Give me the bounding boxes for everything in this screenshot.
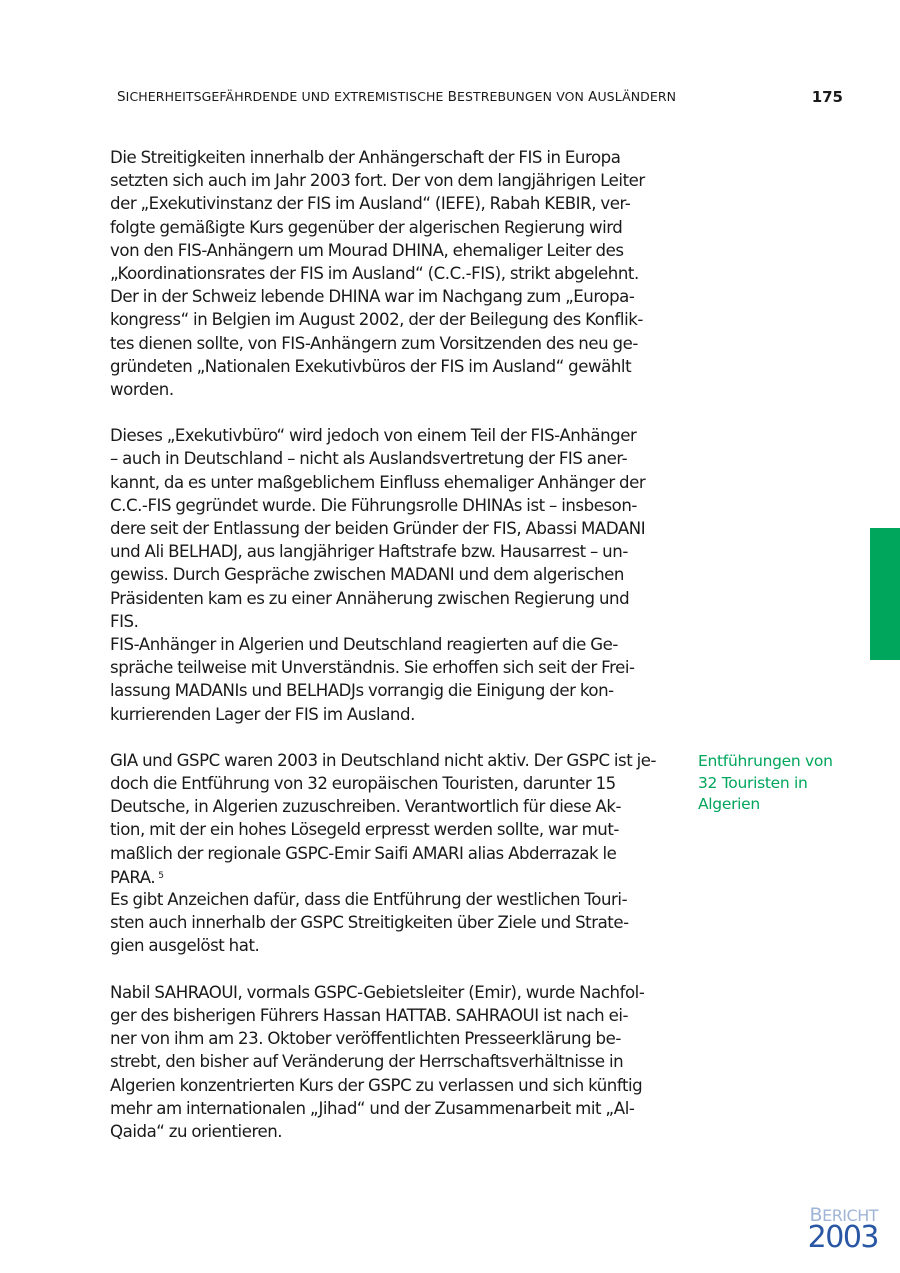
paragraph-exekutivbuero: [110, 424, 670, 725]
text-line-content: PARA.: [110, 867, 156, 887]
text-line: FIS.: [110, 611, 139, 631]
text-line: FIS-Anhänger in Algerien und Deutschland reagierten auf die Ge-: [110, 634, 618, 654]
text-line: Es gibt Anzeichen dafür, dass die Entführung der westlichen Touri-: [110, 890, 628, 909]
text-line: „Koordinationsrates der FIS im Ausland“ (C.C.-FIS), strikt abgelehnt.: [110, 263, 639, 283]
header-rest-2: ESTREBUNGEN VON: [456, 89, 589, 104]
header-rest-1: ICHERHEITSGEFÄHRDENDE UND EXTREMISTISCHE: [125, 89, 448, 104]
text-line: tion, mit der ein hohes Lösegeld erpresst werden sollte, war mut-: [110, 820, 619, 840]
running-header: [117, 89, 676, 105]
text-line: Qaida“ zu orientieren.: [110, 1121, 283, 1141]
text-line: tes dienen sollte, von FIS-Anhängern zum Vorsitzenden des neu ge-: [110, 333, 638, 353]
text-line: ger des bisherigen Führers Hassan HATTAB. SAHRAOUI ist nach ei-: [110, 1005, 629, 1025]
text-line: strebt, den bisher auf Veränderung der Herrschaftsverhältnisse in: [110, 1052, 624, 1072]
text-line: mehr am internationalen „Jihad“ und der Zusammenarbeit mit „Al-: [110, 1098, 635, 1118]
text-line: lassung MADANIs und BELHADJs vorrangig die Einigung der kon-: [110, 681, 614, 701]
header-cap-2: B: [447, 89, 457, 105]
text-line: sten auch innerhalb der GSPC Streitigkeiten über Ziele und Strate-: [110, 913, 629, 933]
text-line: kurrierenden Lager der FIS im Ausland.: [110, 704, 415, 724]
text-line: dere seit der Entlassung der beiden Gründer der FIS, Abassi MADANI: [110, 519, 646, 538]
logo-word-rest: ERICHT: [822, 1206, 878, 1225]
text-line: gien ausgelöst hat.: [110, 936, 260, 956]
text-line: setzten sich auch im Jahr 2003 fort. Der von dem langjährigen Leiter: [110, 171, 645, 191]
logo-word-cap: B: [809, 1204, 823, 1226]
text-line: Die Streitigkeiten innerhalb der Anhängerschaft der FIS in Europa: [110, 148, 621, 167]
paragraph-gap: [110, 726, 670, 749]
text-line: – auch in Deutschland – nicht als Auslandsvertretung der FIS aner-: [110, 449, 628, 469]
text-line: gewiss. Durch Gespräche zwischen MADANI und dem algerischen: [110, 565, 624, 585]
header-rest-3: USLÄNDERN: [597, 89, 677, 104]
text-line: GIA und GSPC waren 2003 in Deutschland nicht aktiv. Der GSPC ist je-: [110, 750, 657, 770]
text-line: Nabil SAHRAOUI, vormals GSPC-Gebietsleiter (Emir), wurde Nachfol-: [110, 982, 645, 1002]
paragraph-sahraoui: [110, 981, 670, 1143]
text-line: folgte gemäßigte Kurs gegenüber der algerischen Regierung wird: [110, 217, 623, 237]
text-line: Dieses „Exekutivbüro“ wird jedoch von einem Teil der FIS-Anhänger: [110, 426, 637, 446]
page-number: 175: [811, 88, 843, 106]
text-line: Deutsche, in Algerien zuzuschreiben. Verantwortlich für diese Ak-: [110, 797, 622, 817]
paragraph-gap: [110, 401, 670, 424]
text-line-with-footnote: [110, 865, 670, 888]
text-line: Präsidenten kam es zu einer Annäherung zwischen Regierung und: [110, 588, 630, 608]
text-line: maßlich der regionale GSPC-Emir Saifi AMARI alias Abderrazak le: [110, 843, 617, 863]
bericht-2003-logo: [808, 1206, 878, 1253]
chapter-tab-marker: [870, 528, 900, 660]
margin-note-line: Entführungen von: [698, 752, 833, 770]
text-line: von den FIS-Anhängern um Mourad DHINA, ehemaliger Leiter des: [110, 240, 624, 260]
text-line: gründeten „Nationalen Exekutivbüros der FIS im Ausland“ gewählt: [110, 356, 632, 376]
text-line: kongress“ in Belgien im August 2002, der der Beilegung des Konflik-: [110, 310, 643, 330]
text-line: und Ali BELHADJ, aus langjähriger Haftstrafe bzw. Hausarrest – un-: [110, 542, 628, 562]
body-text: [110, 146, 670, 1143]
text-line: spräche teilweise mit Unverständnis. Sie erhoffen sich seit der Frei-: [110, 658, 635, 678]
text-line: C.C.-FIS gegründet wurde. Die Führungsrolle DHINAs ist – insbeson-: [110, 495, 637, 515]
text-line: doch die Entführung von 32 europäischen Touristen, darunter 15: [110, 774, 616, 794]
text-line: Algerien konzentrierten Kurs der GSPC zu verlassen und sich künftig: [110, 1075, 643, 1095]
footnote-marker: 5: [158, 870, 164, 881]
text-line: ner von ihm am 23. Oktober veröffentlichten Presseerklärung be-: [110, 1029, 621, 1049]
header-cap-1: S: [117, 89, 126, 105]
header-cap-3: A: [588, 89, 598, 105]
text-line: der „Exekutivinstanz der FIS im Ausland“ (IEFE), Rabah KEBIR, ver-: [110, 194, 631, 214]
text-line: kannt, da es unter maßgeblichem Einfluss ehemaliger Anhänger der: [110, 472, 646, 492]
margin-note: [698, 751, 868, 816]
text-line: Der in der Schweiz lebende DHINA war im Nachgang zum „Europa-: [110, 287, 635, 307]
paragraph-fis-streitigkeiten: [110, 146, 670, 401]
margin-note-line: 32 Touristen in: [698, 773, 808, 792]
margin-note-line: Algerien: [698, 795, 760, 813]
text-line: worden.: [110, 379, 174, 399]
logo-year: 2003: [807, 1220, 878, 1255]
paragraph-gia-gspc: [110, 749, 670, 958]
paragraph-gap: [110, 958, 670, 981]
